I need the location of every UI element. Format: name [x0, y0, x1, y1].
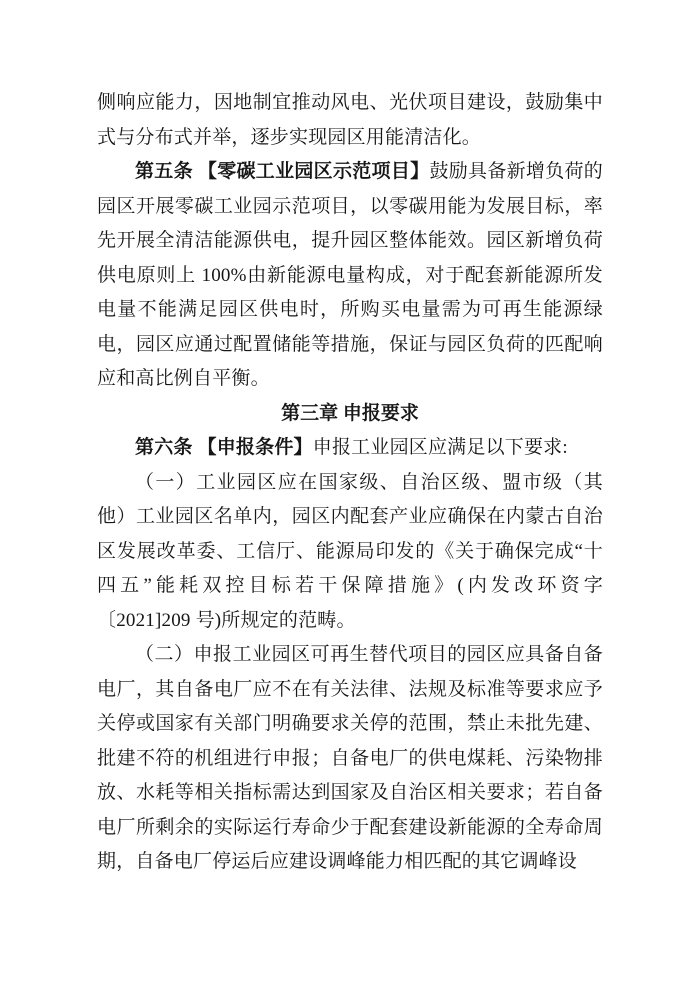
- paragraph-text: 侧响应能力，因地制宜推动风电、光伏项目建设，鼓励集中式与分布式并举，逐步实现园区用能清洁化。: [97, 92, 603, 148]
- condition-2-text: （二）申报工业园区可再生替代项目的园区应具备自备电厂，其自备电厂应不在有关法律、法规及标准等要求应予关停或国家有关部门明确要求关停的范围，禁止未批先建、批建不符的机组进行申报；自备电厂的供电煤耗、污染物排放、水耗等相关指标需达到国家及自治区相关要求；若自备电厂所剩余的实际运行寿命少于配套建设新能源的全寿命周期，自备电厂停运后应建设调峰能力相匹配的其它调峰设: [97, 644, 603, 872]
- paragraph-condition-1: [97, 466, 603, 639]
- condition-1-text: （一）工业园区应在国家级、自治区级、盟市级（其他）工业园区名单内，园区内配套产业应确保在内蒙古自治区发展改革委、工信厅、能源局印发的《关于确保完成“十四五”能耗双控目标若干保障措施》(内发改环资字〔2021]209 号)所规定的范畴。: [97, 471, 603, 631]
- document-content: [97, 86, 603, 880]
- article-6-header: 第六条 【申报条件】: [135, 437, 313, 458]
- paragraph-demand-response-continuation: [97, 86, 603, 155]
- article-5-body-text: 鼓励具备新增负荷的园区开展零碳工业园示范项目，以零碳用能为发展目标，率先开展全清洁能源供电，提升园区整体能效。园区新增负荷供电原则上 100%由新能源电量构成，对于配套新能源所发电量不能满足园区供电时，所购买电量需为可再生能源绿电，园区应通过配置储能等措施，保证与园区负荷的匹配响应和高比例自平衡。: [97, 161, 603, 389]
- paragraph-article-5: [97, 155, 603, 397]
- paragraph-article-6: [97, 431, 603, 466]
- chapter-3-heading: 第三章 申报要求: [281, 402, 419, 424]
- paragraph-condition-2: [97, 638, 603, 880]
- article-6-body-text: 申报工业园区应满足以下要求:: [312, 437, 568, 458]
- article-5-header: 第五条 【零碳工业园区示范项目】: [135, 161, 430, 182]
